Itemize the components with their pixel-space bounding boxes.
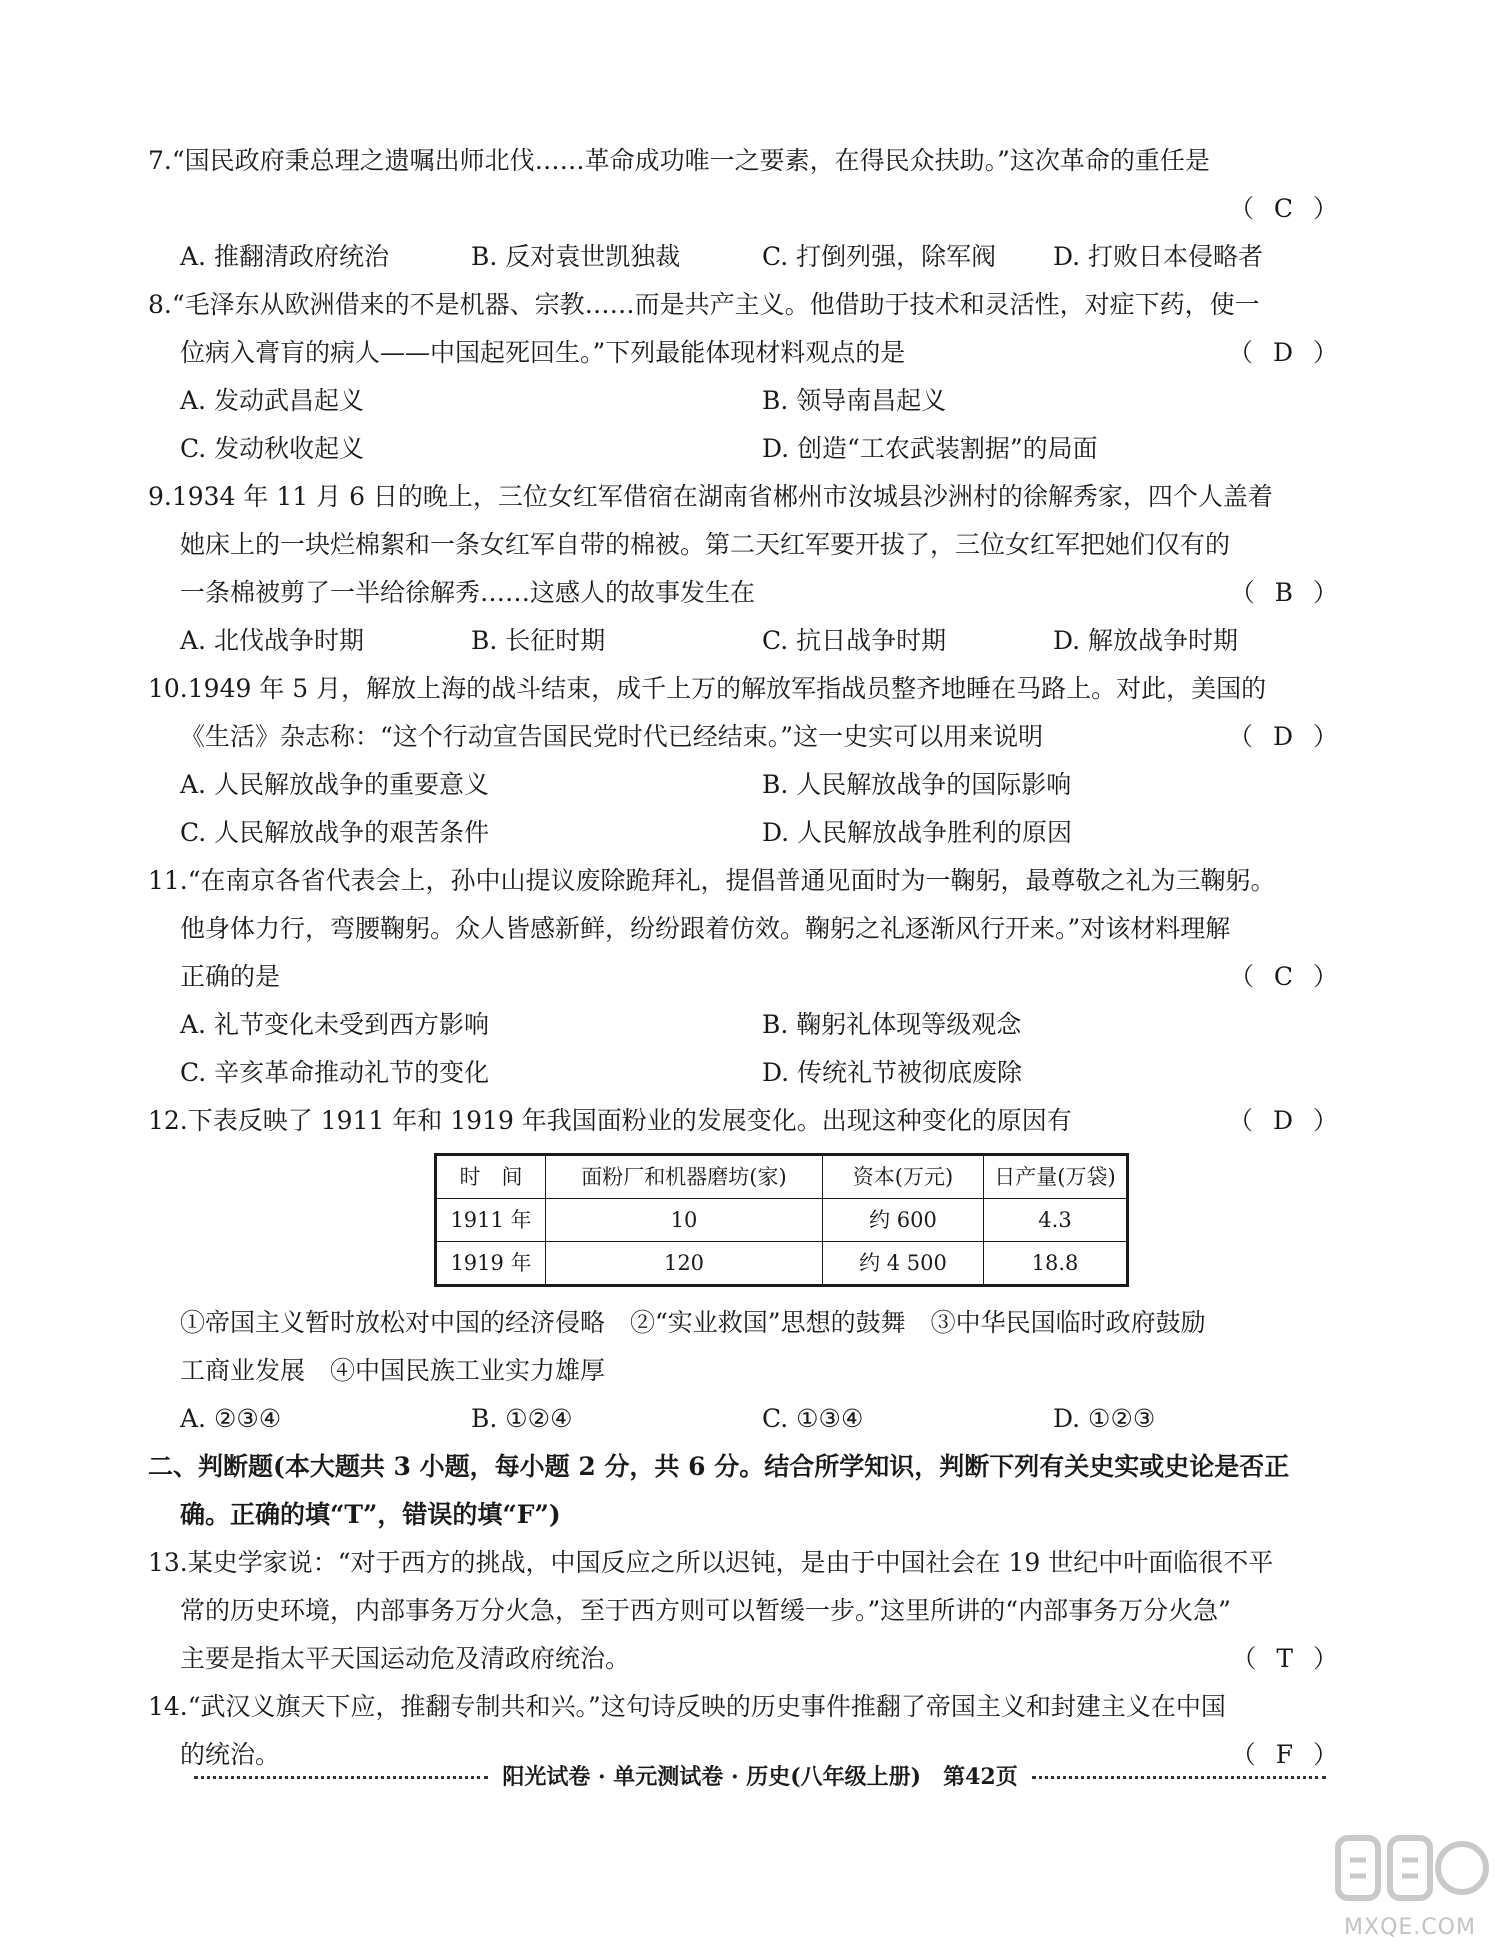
option-d: D. 人民解放战争胜利的原因 <box>762 818 1073 847</box>
option-b: B. 人民解放战争的国际影响 <box>762 770 1072 799</box>
question-10 <box>148 665 1344 857</box>
question-stem-line: 10.1949 年 5 月，解放上海的战斗结束，成千上万的解放军指战员整齐地睡在马路上。对此，美国的 <box>148 674 1267 703</box>
question-stem-line <box>148 953 1344 1001</box>
option-a: A. ②③④ <box>180 1404 282 1433</box>
option-d: D. 创造“工农武装割据”的局面 <box>762 434 1098 463</box>
stem-text: 12.下表反映了 1911 年和 1919 年我国面粉业的发展变化。出现这种变化的原因有 <box>148 1106 1072 1135</box>
watermark-logo <box>1330 1830 1490 1942</box>
table-header-cell: 资本(万元) <box>823 1155 984 1199</box>
option-a: A. 发动武昌起义 <box>180 386 364 415</box>
question-stem-line: 8.“毛泽东从欧洲借来的不是机器、宗教……而是共产主义。他借助于技术和灵活性，对症下药，使一 <box>148 290 1260 319</box>
question-11 <box>148 857 1344 1097</box>
options-row <box>148 425 1344 473</box>
stem-text: 的统治。 <box>180 1740 281 1769</box>
table-header-row <box>436 1155 1128 1199</box>
question-stem-line: 11.“在南京各省代表会上，孙中山提议废除跪拜礼，提倡普通见面时为一鞠躬，最尊敬之礼为三鞠躬。 <box>148 866 1276 895</box>
option-a: A. 推翻清政府统治 <box>180 242 389 271</box>
option-a: A. 北伐战争时期 <box>180 626 364 655</box>
answer-paren: （ T ） <box>1231 1644 1344 1673</box>
footer-dotted-rule-right <box>1032 1776 1326 1779</box>
option-b: B. 领导南昌起义 <box>762 386 947 415</box>
statement-items-line: ①帝国主义暂时放松对中国的经济侵略 ②“实业救国”思想的鼓舞 ③中华民国临时政府鼓励 <box>180 1308 1206 1337</box>
option-c: C. 发动秋收起义 <box>180 434 365 463</box>
section-2-heading <box>148 1443 1344 1539</box>
option-b: B. 长征时期 <box>471 626 606 655</box>
option-a: A. 礼节变化未受到西方影响 <box>180 1010 489 1039</box>
table-header-cell: 面粉厂和机器磨坊(家) <box>546 1155 823 1199</box>
question-stem-line: 她床上的一块烂棉絮和一条女红军自带的棉被。第二天红军要开拔了，三位女红军把她们仅有的 <box>180 530 1231 559</box>
option-c: C. 打倒列强，除军阀 <box>762 242 997 271</box>
question-stem-line: 常的历史环境，内部事务万分火急，至于西方则可以暂缓一步。”这里所讲的“内部事务万分火急” <box>180 1596 1231 1625</box>
stem-text: 主要是指太平天国运动危及清政府统治。 <box>180 1644 631 1673</box>
options-row <box>148 809 1344 857</box>
stem-text: 一条棉被剪了一半给徐解秀……这感人的故事发生在 <box>180 578 756 607</box>
options-row <box>148 233 1344 281</box>
answer-paren: （ D ） <box>1228 1106 1344 1135</box>
question-9 <box>148 473 1344 665</box>
option-c: C. 辛亥革命推动礼节的变化 <box>180 1058 490 1087</box>
question-8 <box>148 281 1344 473</box>
question-stem-line: 13.某史学家说：“对于西方的挑战，中国反应之所以迟钝，是由于中国社会在 19 世纪中叶面临很不平 <box>148 1548 1274 1577</box>
section-title-line: 确。正确的填“T”，错误的填“F”) <box>180 1500 561 1529</box>
table-cell: 4.3 <box>984 1199 1128 1242</box>
question-stem-line: 9.1934 年 11 月 6 日的晚上，三位女红军借宿在湖南省郴州市汝城县沙洲村的徐解秀家，四个人盖着 <box>148 482 1273 511</box>
table-cell: 约 600 <box>823 1199 984 1242</box>
option-b: B. 鞠躬礼体现等级观念 <box>762 1010 1022 1039</box>
options-row <box>148 1049 1344 1097</box>
question-stem-line <box>148 1635 1344 1683</box>
options-row <box>148 377 1344 425</box>
table-header-cell: 日产量(万袋) <box>984 1155 1128 1199</box>
answer-paren: （ D ） <box>1228 722 1344 751</box>
page-content <box>148 137 1344 1779</box>
question-stem-line <box>148 329 1344 377</box>
question-13 <box>148 1539 1344 1683</box>
watermark-icon <box>1330 1830 1490 1918</box>
question-stem-line <box>148 1097 1344 1145</box>
question-stem-line: 14.“武汉义旗天下应，推翻专制共和兴。”这句诗反映的历史事件推翻了帝国主义和封建主义在中国 <box>148 1692 1226 1721</box>
table-cell: 1911 年 <box>436 1199 546 1242</box>
option-b: B. ①②④ <box>471 1404 573 1433</box>
flour-industry-table <box>434 1153 1129 1287</box>
statement-items-line: 工商业发展 ④中国民族工业实力雄厚 <box>180 1356 606 1385</box>
question-stem-line <box>148 713 1344 761</box>
stem-text: 正确的是 <box>180 962 281 991</box>
option-d: D. 解放战争时期 <box>1053 626 1239 655</box>
table-row <box>436 1242 1128 1286</box>
answer-paren: （ C ） <box>1228 962 1344 991</box>
footer-text: 阳光试卷 · 单元测试卷 · 历史(八年级上册) 第42页 <box>502 1764 1018 1790</box>
table-cell: 120 <box>546 1242 823 1286</box>
question-stem-line: 他身体力行，弯腰鞠躬。众人皆感新鲜，纷纷跟着仿效。鞠躬之礼逐渐风行开来。”对该材料理解 <box>180 914 1231 943</box>
footer-dotted-rule-left <box>194 1776 488 1779</box>
table-cell: 10 <box>546 1199 823 1242</box>
options-row <box>148 617 1344 665</box>
table-cell: 约 4 500 <box>823 1242 984 1286</box>
watermark-text: MXQE.COM <box>1344 1915 1476 1940</box>
answer-paren: （ F ） <box>1230 1740 1344 1769</box>
question-stem-line: 7.“国民政府秉总理之遗嘱出师北伐……革命成功唯一之要素，在得民众扶助。”这次革命的重任是 <box>148 146 1210 175</box>
answer-paren: （ C ） <box>1228 194 1344 223</box>
page-footer <box>180 1757 1340 1797</box>
options-row <box>148 1395 1344 1443</box>
question-stem-line <box>148 569 1344 617</box>
table-cell: 1919 年 <box>436 1242 546 1286</box>
stem-text: 《生活》杂志称：“这个行动宣告国民党时代已经结束。”这一史实可以用来说明 <box>180 722 1044 751</box>
options-row <box>148 761 1344 809</box>
table-row <box>436 1199 1128 1242</box>
answer-line <box>148 185 1344 233</box>
option-d: D. 打败日本侵略者 <box>1053 242 1264 271</box>
table-header-cell: 时 间 <box>436 1155 546 1199</box>
table-cell: 18.8 <box>984 1242 1128 1286</box>
section-title-line: 二、判断题(本大题共 3 小题，每小题 2 分，共 6 分。结合所学知识，判断下列有关史实或史论是否正 <box>148 1452 1290 1481</box>
question-12 <box>148 1097 1344 1443</box>
options-row <box>148 1001 1344 1049</box>
question-7 <box>148 137 1344 281</box>
option-c: C. ①③④ <box>762 1404 864 1433</box>
answer-paren: （ D ） <box>1228 338 1344 367</box>
option-d: D. ①②③ <box>1053 1404 1156 1433</box>
option-c: C. 人民解放战争的艰苦条件 <box>180 818 490 847</box>
option-b: B. 反对袁世凯独裁 <box>471 242 681 271</box>
answer-paren: （ B ） <box>1229 578 1344 607</box>
option-c: C. 抗日战争时期 <box>762 626 947 655</box>
stem-text: 位病入膏肓的病人——中国起死回生。”下列最能体现材料观点的是 <box>180 338 906 367</box>
option-a: A. 人民解放战争的重要意义 <box>180 770 489 799</box>
option-d: D. 传统礼节被彻底废除 <box>762 1058 1023 1087</box>
